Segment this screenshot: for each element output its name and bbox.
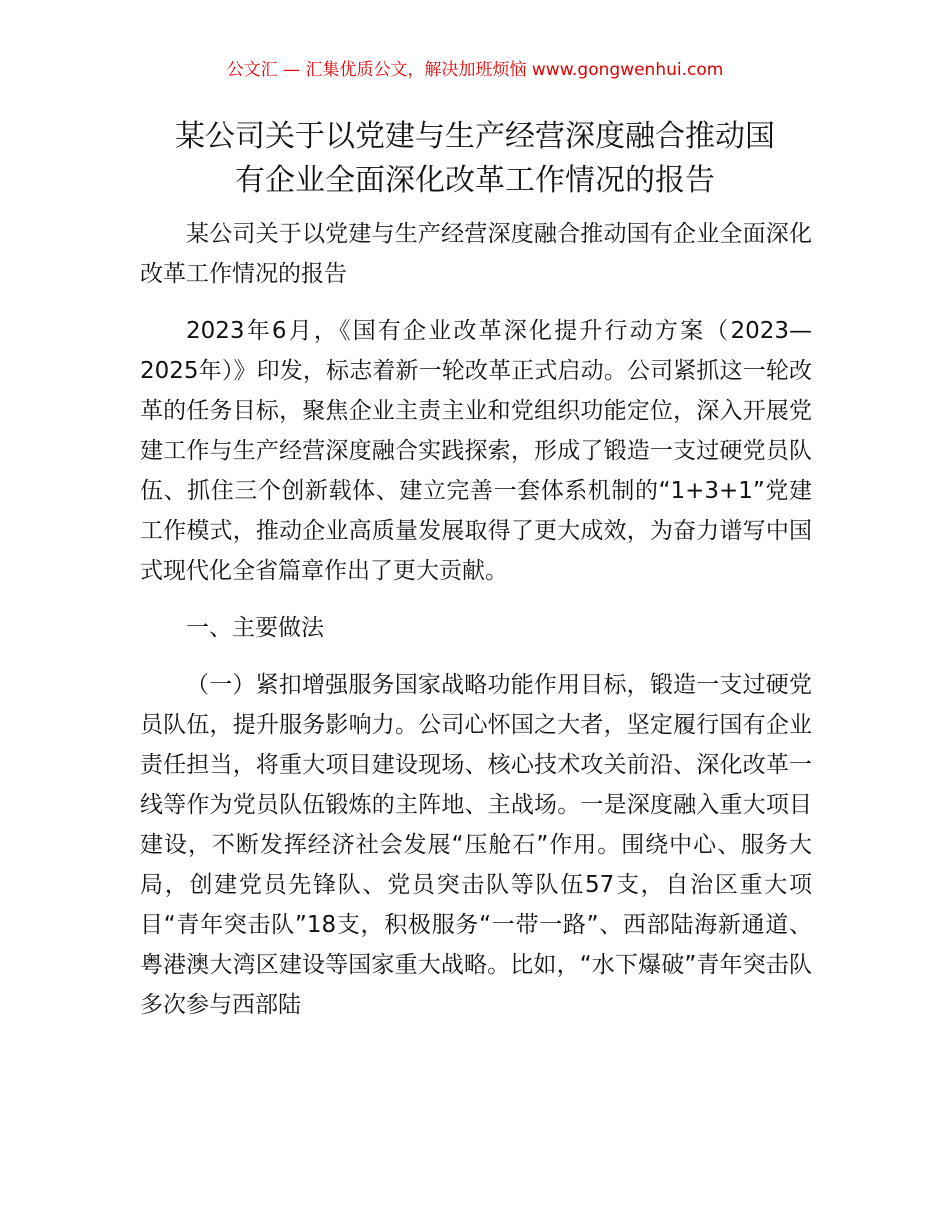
title-line-1: 某公司关于以党建与生产经营深度融合推动国 [175,119,775,154]
paragraph-section-1: （一）紧扣增强服务国家战略功能作用目标，锻造一支过硬党员队伍，提升服务影响力。公司心怀国之大者，坚定履行国有企业责任担当，将重大项目建设现场、核心技术攻关前沿、深化改革一线等作为党员队伍锻炼的主阵地、主战场。一是深度融入重大项目建设，不断发挥经济社会发展“压舱石”作用。围绕中心、服务大局，创建党员先锋队、党员突击队等队伍57支，自治区重大项目“青年突击队”18支，积极服务“一带一路”、西部陆海新通道、粤港澳大湾区建设等国家重大战略。比如，“水下爆破”青年突击队多次参与西部陆 [140,672,812,1018]
paragraph-intro: 2023年6月，《国有企业改革深化提升行动方案（2023—2025年）》印发，标志着新一轮改革正式启动。公司紧抓这一轮改革的任务目标，聚焦企业主责主业和党组织功能定位，深入开展党建工作与生产经营深度融合实践探索，形成了锻造一支过硬党员队伍、抓住三个创新载体、建立完善一套体系机制的“1+3+1”党建工作模式，推动企业高质量发展取得了更大成效，为奋力谱写中国式现代化全省篇章作出了更大贡献。 [140,318,812,584]
section-heading: 一、主要做法 [186,615,324,641]
document-body [140,214,812,1042]
document-title [120,115,830,203]
site-banner: 公文汇 — 汇集优质公文，解决加班烦恼 www.gongwenhui.com [226,60,724,80]
title-line-2: 有企业全面深化改革工作情况的报告 [235,163,715,198]
paragraph-subtitle: 某公司关于以党建与生产经营深度融合推动国有企业全面深化改革工作情况的报告 [140,221,812,287]
